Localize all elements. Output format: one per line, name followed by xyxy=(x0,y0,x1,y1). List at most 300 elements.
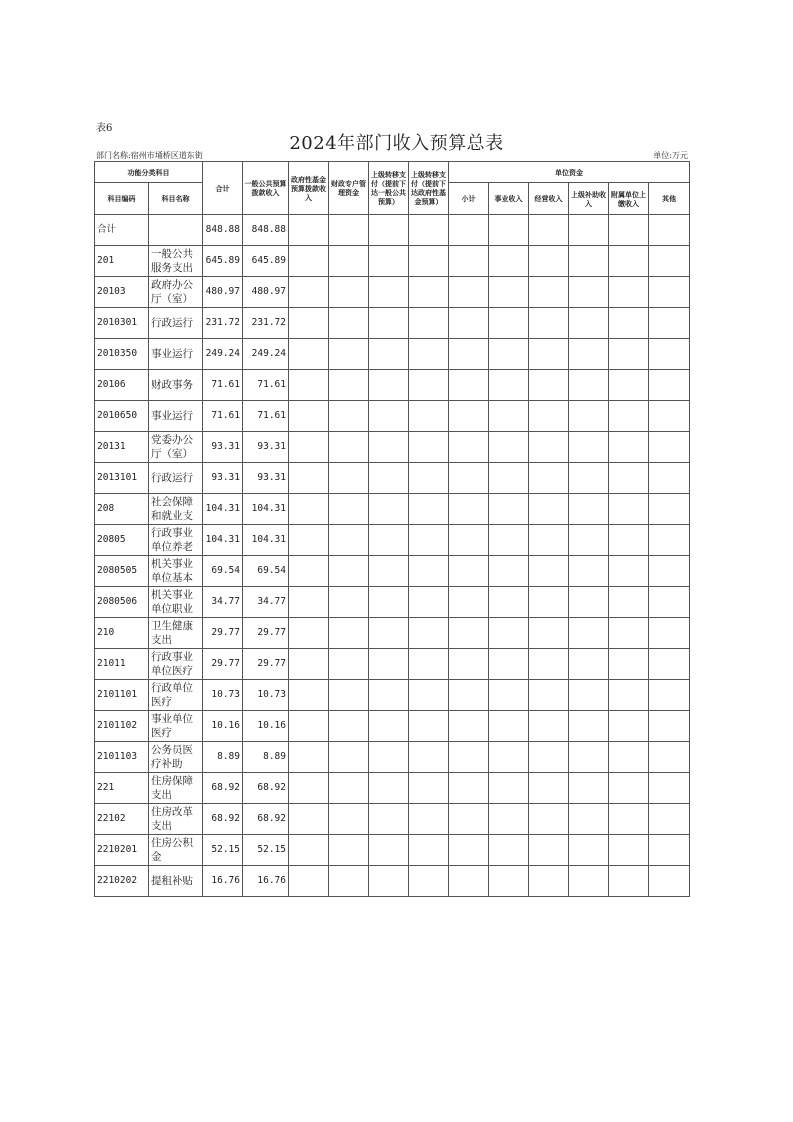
row-general-budget-text: 68.92 xyxy=(257,813,286,824)
row-code xyxy=(95,742,149,773)
row-name-text: 事业单位医疗 xyxy=(151,713,193,739)
empty-cell xyxy=(369,339,409,370)
row-code xyxy=(95,215,149,246)
row-total-text: 480.97 xyxy=(205,286,240,297)
empty-cell xyxy=(409,525,449,556)
empty-cell xyxy=(649,742,690,773)
row-code xyxy=(95,401,149,432)
empty-cell xyxy=(569,277,609,308)
row-name-text: 机关事业单位职业 xyxy=(151,589,193,615)
empty-cell xyxy=(489,649,529,680)
row-code xyxy=(95,773,149,804)
empty-cell xyxy=(329,618,369,649)
row-general-budget xyxy=(243,463,289,494)
header-gov-fund: 政府性基金预算拨款收入 xyxy=(289,162,329,215)
row-total-text: 52.15 xyxy=(211,844,240,855)
empty-cell xyxy=(569,494,609,525)
row-name xyxy=(149,711,203,742)
empty-cell xyxy=(449,494,489,525)
empty-cell xyxy=(489,339,529,370)
row-total xyxy=(203,339,243,370)
row-code xyxy=(95,866,149,897)
row-name-text: 住房公积金 xyxy=(151,837,193,863)
empty-cell xyxy=(369,680,409,711)
row-total-text: 34.77 xyxy=(211,596,240,607)
empty-cell xyxy=(609,773,649,804)
row-code-text: 2013101 xyxy=(97,472,138,483)
empty-cell xyxy=(329,804,369,835)
empty-cell xyxy=(449,215,489,246)
empty-cell xyxy=(449,401,489,432)
row-name-text: 行政运行 xyxy=(151,317,193,329)
empty-cell xyxy=(289,463,329,494)
empty-cell xyxy=(569,463,609,494)
row-total xyxy=(203,308,243,339)
empty-cell xyxy=(409,401,449,432)
row-general-budget-text: 480.97 xyxy=(251,286,286,297)
empty-cell xyxy=(489,246,529,277)
table-row xyxy=(95,463,690,494)
row-total xyxy=(203,711,243,742)
empty-cell xyxy=(609,215,649,246)
empty-cell xyxy=(329,556,369,587)
row-code xyxy=(95,308,149,339)
empty-cell xyxy=(529,556,569,587)
row-name-text: 财政事务 xyxy=(151,379,193,391)
row-name-text: 事业运行 xyxy=(151,410,193,422)
empty-cell xyxy=(569,246,609,277)
empty-cell xyxy=(649,277,690,308)
empty-cell xyxy=(649,618,690,649)
row-general-budget-text: 29.77 xyxy=(257,658,286,669)
empty-cell xyxy=(329,773,369,804)
row-name xyxy=(149,525,203,556)
empty-cell xyxy=(449,711,489,742)
empty-cell xyxy=(449,804,489,835)
empty-cell xyxy=(289,246,329,277)
row-code xyxy=(95,835,149,866)
empty-cell xyxy=(409,835,449,866)
row-total-text: 68.92 xyxy=(211,813,240,824)
empty-cell xyxy=(609,556,649,587)
row-code-text: 221 xyxy=(97,782,115,793)
row-total-text: 71.61 xyxy=(211,410,240,421)
row-total-text: 16.76 xyxy=(211,875,240,886)
empty-cell xyxy=(529,835,569,866)
row-general-budget-text: 10.73 xyxy=(257,689,286,700)
row-general-budget xyxy=(243,246,289,277)
department-label: 部门名称:宿州市埇桥区道东街 xyxy=(96,151,203,160)
row-name xyxy=(149,277,203,308)
row-code-text: 22102 xyxy=(97,813,126,824)
table-row xyxy=(95,525,690,556)
empty-cell xyxy=(569,432,609,463)
row-total-text: 249.24 xyxy=(205,348,240,359)
empty-cell xyxy=(609,308,649,339)
header-upper-subsidy: 上级补助收入 xyxy=(569,183,609,215)
row-name-text: 事业运行 xyxy=(151,348,193,360)
empty-cell xyxy=(289,215,329,246)
header-business-income: 事业收入 xyxy=(489,183,529,215)
empty-cell xyxy=(369,277,409,308)
empty-cell xyxy=(569,370,609,401)
empty-cell xyxy=(489,618,529,649)
row-general-budget xyxy=(243,308,289,339)
row-code-text: 20103 xyxy=(97,286,126,297)
unit-label: 单位:万元 xyxy=(653,151,688,160)
row-name-text: 行政事业单位医疗 xyxy=(151,651,193,677)
empty-cell xyxy=(449,618,489,649)
empty-cell xyxy=(329,277,369,308)
table-row xyxy=(95,494,690,525)
row-code-text: 20805 xyxy=(97,534,126,545)
row-code-text: 2080506 xyxy=(97,596,138,607)
empty-cell xyxy=(289,525,329,556)
row-code-text: 2010650 xyxy=(97,410,138,421)
empty-cell xyxy=(409,618,449,649)
empty-cell xyxy=(409,277,449,308)
row-name xyxy=(149,401,203,432)
row-name xyxy=(149,215,203,246)
empty-cell xyxy=(569,711,609,742)
empty-cell xyxy=(569,401,609,432)
row-total-text: 848.88 xyxy=(205,224,240,235)
empty-cell xyxy=(409,804,449,835)
row-total-text: 71.61 xyxy=(211,379,240,390)
empty-cell xyxy=(569,742,609,773)
row-general-budget-text: 71.61 xyxy=(257,379,286,390)
empty-cell xyxy=(409,215,449,246)
row-name xyxy=(149,463,203,494)
row-name xyxy=(149,804,203,835)
empty-cell xyxy=(569,649,609,680)
table-row xyxy=(95,649,690,680)
row-name xyxy=(149,246,203,277)
empty-cell xyxy=(649,494,690,525)
empty-cell xyxy=(449,339,489,370)
row-general-budget-text: 10.16 xyxy=(257,720,286,731)
row-code-text: 2101102 xyxy=(97,720,138,731)
row-general-budget xyxy=(243,370,289,401)
row-general-budget xyxy=(243,494,289,525)
row-code-text: 2010350 xyxy=(97,348,138,359)
row-name xyxy=(149,866,203,897)
row-name-text: 住房改革支出 xyxy=(151,806,193,832)
row-general-budget xyxy=(243,215,289,246)
row-code xyxy=(95,463,149,494)
row-general-budget-text: 8.89 xyxy=(263,751,286,762)
row-general-budget xyxy=(243,680,289,711)
empty-cell xyxy=(489,432,529,463)
header-code: 科目编码 xyxy=(95,183,149,215)
row-total xyxy=(203,773,243,804)
row-code-text: 2080505 xyxy=(97,565,138,576)
empty-cell xyxy=(449,866,489,897)
empty-cell xyxy=(609,835,649,866)
empty-cell xyxy=(409,463,449,494)
empty-cell xyxy=(649,308,690,339)
empty-cell xyxy=(449,556,489,587)
empty-cell xyxy=(489,401,529,432)
empty-cell xyxy=(329,463,369,494)
empty-cell xyxy=(529,649,569,680)
empty-cell xyxy=(449,525,489,556)
row-general-budget-text: 16.76 xyxy=(257,875,286,886)
empty-cell xyxy=(369,494,409,525)
empty-cell xyxy=(289,339,329,370)
row-code xyxy=(95,370,149,401)
empty-cell xyxy=(529,866,569,897)
row-general-budget-text: 231.72 xyxy=(251,317,286,328)
table-row xyxy=(95,711,690,742)
row-code xyxy=(95,804,149,835)
row-name xyxy=(149,339,203,370)
empty-cell xyxy=(569,525,609,556)
empty-cell xyxy=(489,680,529,711)
row-general-budget xyxy=(243,401,289,432)
row-total xyxy=(203,215,243,246)
row-code xyxy=(95,339,149,370)
row-code-text: 2210201 xyxy=(97,844,138,855)
empty-cell xyxy=(489,866,529,897)
empty-cell xyxy=(329,432,369,463)
empty-cell xyxy=(329,680,369,711)
row-code-text: 201 xyxy=(97,255,115,266)
row-total xyxy=(203,680,243,711)
empty-cell xyxy=(329,339,369,370)
row-total-text: 645.89 xyxy=(205,255,240,266)
empty-cell xyxy=(289,401,329,432)
empty-cell xyxy=(489,277,529,308)
table-body xyxy=(95,215,690,897)
row-total-text: 104.31 xyxy=(205,503,240,514)
row-name-text: 社会保障和就业支 xyxy=(151,496,193,522)
table-row xyxy=(95,556,690,587)
empty-cell xyxy=(289,494,329,525)
row-name xyxy=(149,618,203,649)
empty-cell xyxy=(489,773,529,804)
empty-cell xyxy=(409,556,449,587)
empty-cell xyxy=(529,463,569,494)
row-general-budget xyxy=(243,742,289,773)
empty-cell xyxy=(649,339,690,370)
row-total-text: 69.54 xyxy=(211,565,240,576)
row-name xyxy=(149,742,203,773)
row-name xyxy=(149,649,203,680)
empty-cell xyxy=(409,742,449,773)
empty-cell xyxy=(529,680,569,711)
empty-cell xyxy=(409,587,449,618)
empty-cell xyxy=(329,246,369,277)
row-general-budget xyxy=(243,649,289,680)
empty-cell xyxy=(489,556,529,587)
row-total-text: 10.73 xyxy=(211,689,240,700)
row-code xyxy=(95,587,149,618)
empty-cell xyxy=(529,742,569,773)
row-name-text: 住房保障支出 xyxy=(151,775,193,801)
row-total-text: 93.31 xyxy=(211,472,240,483)
row-total-text: 104.31 xyxy=(205,534,240,545)
row-name xyxy=(149,494,203,525)
empty-cell xyxy=(329,835,369,866)
empty-cell xyxy=(409,711,449,742)
empty-cell xyxy=(369,463,409,494)
empty-cell xyxy=(329,215,369,246)
row-total xyxy=(203,866,243,897)
empty-cell xyxy=(529,618,569,649)
header-func-class: 功能分类科目 xyxy=(95,162,203,183)
row-general-budget-text: 68.92 xyxy=(257,782,286,793)
empty-cell xyxy=(329,587,369,618)
row-general-budget-text: 645.89 xyxy=(251,255,286,266)
row-code-text: 208 xyxy=(97,503,115,514)
row-general-budget-text: 848.88 xyxy=(251,224,286,235)
row-name-text: 政府办公厅（室） xyxy=(151,279,193,305)
row-general-budget xyxy=(243,618,289,649)
header-other: 其他 xyxy=(649,183,690,215)
row-total xyxy=(203,463,243,494)
row-total xyxy=(203,246,243,277)
header-special-fund: 财政专户管理资金 xyxy=(329,162,369,215)
empty-cell xyxy=(289,618,329,649)
empty-cell xyxy=(369,370,409,401)
empty-cell xyxy=(529,370,569,401)
table-row xyxy=(95,246,690,277)
row-code xyxy=(95,277,149,308)
empty-cell xyxy=(369,866,409,897)
row-code xyxy=(95,649,149,680)
empty-cell xyxy=(649,804,690,835)
empty-cell xyxy=(489,711,529,742)
empty-cell xyxy=(609,804,649,835)
empty-cell xyxy=(449,308,489,339)
empty-cell xyxy=(649,432,690,463)
row-code-text: 2010301 xyxy=(97,317,138,328)
empty-cell xyxy=(569,215,609,246)
empty-cell xyxy=(649,587,690,618)
empty-cell xyxy=(329,742,369,773)
table-row xyxy=(95,866,690,897)
row-general-budget xyxy=(243,339,289,370)
header-affiliate-income: 附属单位上缴收入 xyxy=(609,183,649,215)
empty-cell xyxy=(529,525,569,556)
row-total xyxy=(203,432,243,463)
row-name-text: 一般公共服务支出 xyxy=(151,248,193,274)
row-code-text: 20106 xyxy=(97,379,126,390)
row-general-budget-text: 249.24 xyxy=(251,348,286,359)
empty-cell xyxy=(369,525,409,556)
row-general-budget xyxy=(243,866,289,897)
empty-cell xyxy=(649,835,690,866)
empty-cell xyxy=(529,773,569,804)
header-name: 科目名称 xyxy=(149,183,203,215)
empty-cell xyxy=(329,866,369,897)
empty-cell xyxy=(609,277,649,308)
empty-cell xyxy=(609,432,649,463)
empty-cell xyxy=(649,866,690,897)
empty-cell xyxy=(409,308,449,339)
empty-cell xyxy=(649,711,690,742)
empty-cell xyxy=(289,680,329,711)
row-total-text: 8.89 xyxy=(217,751,240,762)
empty-cell xyxy=(449,277,489,308)
row-total xyxy=(203,587,243,618)
empty-cell xyxy=(409,432,449,463)
empty-cell xyxy=(649,370,690,401)
row-name-text: 行政单位医疗 xyxy=(151,682,193,708)
empty-cell xyxy=(649,215,690,246)
empty-cell xyxy=(369,556,409,587)
empty-cell xyxy=(449,680,489,711)
row-code-text: 2101103 xyxy=(97,751,138,762)
empty-cell xyxy=(489,494,529,525)
empty-cell xyxy=(289,649,329,680)
empty-cell xyxy=(369,804,409,835)
table-row xyxy=(95,618,690,649)
row-total-text: 29.77 xyxy=(211,658,240,669)
empty-cell xyxy=(569,804,609,835)
empty-cell xyxy=(289,742,329,773)
empty-cell xyxy=(329,711,369,742)
row-total-text: 10.16 xyxy=(211,720,240,731)
row-code xyxy=(95,494,149,525)
empty-cell xyxy=(409,866,449,897)
empty-cell xyxy=(649,401,690,432)
table-row xyxy=(95,804,690,835)
empty-cell xyxy=(609,401,649,432)
table-row xyxy=(95,773,690,804)
empty-cell xyxy=(489,804,529,835)
row-code-text: 21011 xyxy=(97,658,126,669)
row-name-text: 公务员医疗补助 xyxy=(151,744,193,770)
row-code xyxy=(95,525,149,556)
header-general-budget: 一般公共预算拨款收入 xyxy=(243,162,289,215)
table-row xyxy=(95,742,690,773)
empty-cell xyxy=(289,432,329,463)
empty-cell xyxy=(369,587,409,618)
table-row xyxy=(95,835,690,866)
row-total xyxy=(203,494,243,525)
empty-cell xyxy=(609,370,649,401)
empty-cell xyxy=(529,277,569,308)
empty-cell xyxy=(329,525,369,556)
empty-cell xyxy=(529,432,569,463)
empty-cell xyxy=(569,773,609,804)
empty-cell xyxy=(529,246,569,277)
table-row xyxy=(95,370,690,401)
empty-cell xyxy=(489,742,529,773)
empty-cell xyxy=(289,587,329,618)
empty-cell xyxy=(409,773,449,804)
empty-cell xyxy=(649,680,690,711)
empty-cell xyxy=(289,773,329,804)
empty-cell xyxy=(369,308,409,339)
empty-cell xyxy=(489,308,529,339)
empty-cell xyxy=(449,742,489,773)
empty-cell xyxy=(529,804,569,835)
empty-cell xyxy=(369,246,409,277)
empty-cell xyxy=(489,463,529,494)
empty-cell xyxy=(649,556,690,587)
header-upper-gov-fund: 上级转移支付（提前下达政府性基金预算） xyxy=(409,162,449,215)
row-code-text: 20131 xyxy=(97,441,126,452)
table-number: 表6 xyxy=(96,123,113,134)
row-name xyxy=(149,432,203,463)
empty-cell xyxy=(409,339,449,370)
empty-cell xyxy=(569,618,609,649)
empty-cell xyxy=(609,742,649,773)
row-total xyxy=(203,804,243,835)
